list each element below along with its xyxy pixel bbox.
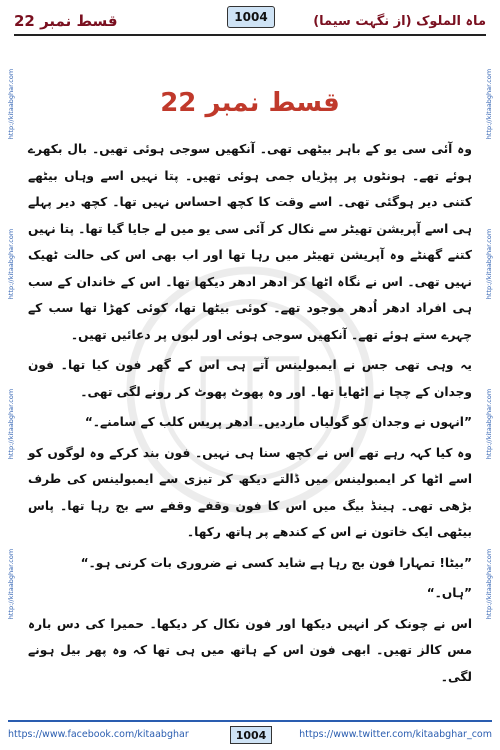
episode-title: قسط نمبر 22 xyxy=(160,88,340,118)
page-content xyxy=(28,88,472,690)
side-url-text: http://kitaabghar.com xyxy=(485,548,493,620)
twitter-link[interactable]: https://www.twitter.com/kitaabghar_com xyxy=(299,728,492,740)
paragraph: یہ وہی تھی جس نے ایمبولینس آتے ہی اس کے گھر فون کیا تھا۔ فون وجدان کے چچا نے اٹھایا تھا۔ اور وہ پھوٹ پھوٹ کر رونے لگی تھی۔ xyxy=(28,358,472,399)
footer-page-number: 1004 xyxy=(230,726,272,744)
side-url-text: http://kitaabghar.com xyxy=(7,548,15,620)
facebook-link[interactable]: https://www.facebook.com/kitaabghar xyxy=(8,728,189,740)
side-url-text: http://kitaabghar.com xyxy=(485,388,493,460)
paragraph: وہ آئی سی یو کے باہر بیٹھی تھی۔ آنکھیں سوجی ہوئی تھیں۔ بال بکھرے ہوئے تھے۔ ہونٹوں پر پپڑیاں جمی ہوئی تھیں۔ پتا نہیں اسے وہاں بیٹھے کتنی دیر ہوگئی تھی۔ اسے وقت کا کچھ احساس نہیں تھا۔ کچھ دیر پہلے ہی اسے آپریشن تھیٹر سے نکال کر آئی سی یو میں لے جایا گیا تھا۔ پتا نہیں کتنے گھنٹے وہ آپریشن تھیٹر میں رہا تھا اور اب بھی اس کی حالت ٹھیک نہیں تھی۔ اس نے نگاہ اٹھا کر ادھر ادھر دیکھا تھا۔ اس کے خاندان کے سب ہی افراد ادھر اُدھر موجود تھے۔ کوئی بیٹھا تھا، کوئی کھڑا تھا سب کے چہرے ستے ہوئے تھے۔ آنکھیں سوجی ہوئی اور لبوں پر دعائیں تھیں۔ xyxy=(28,142,472,342)
side-url-text: http://kitaabghar.com xyxy=(485,68,493,140)
side-url-text: http://kitaabghar.com xyxy=(7,228,15,300)
side-url-text: http://kitaabghar.com xyxy=(485,228,493,300)
side-url-text: http://kitaabghar.com xyxy=(7,388,15,460)
side-url-left xyxy=(4,60,18,700)
paragraph: ”ہاں۔“ xyxy=(426,586,472,600)
paragraph: ”بیٹا! تمہارا فون بج رہا ہے شاید کسی نے ضروری بات کرنی ہو۔“ xyxy=(80,555,472,570)
side-url-text: http://kitaabghar.com xyxy=(7,68,15,140)
side-url-right xyxy=(482,60,496,700)
header-book-title: ماہ الملوک (از نگہت سیما) xyxy=(313,13,486,29)
paragraph: وہ کیا کہہ رہے تھے اس نے کچھ سنا ہی نہیں۔ فون بند کرکے وہ لوگوں کو اسے اٹھا کر ایمبولینس میں ڈالتے دیکھ کر تیزی سے ایمبولینس کی طرف بڑھی تھی۔ ہینڈ بیگ میں اس کا فون وقفے وقفے سے بج رہا تھا۔ پاس بیٹھی ایک خاتون نے اس کے کندھے پر ہاتھ رکھا۔ xyxy=(28,445,472,539)
header-page-number: 1004 xyxy=(227,6,275,28)
header-episode-label: قسط نمبر 22 xyxy=(14,12,118,30)
paragraph: اس نے چونک کر انہیں دیکھا اور فون نکال کر دیکھا۔ حمیرا کی دس بارہ مس کالز تھیں۔ ابھی فون اس کے ہاتھ میں ہی تھا کہ وہ پھر بیل ہونے لگی۔ xyxy=(28,616,472,684)
paragraph: ”انہوں نے وجدان کو گولیاں ماردیں۔ ادھر پریس کلب کے سامنے۔“ xyxy=(84,415,472,429)
